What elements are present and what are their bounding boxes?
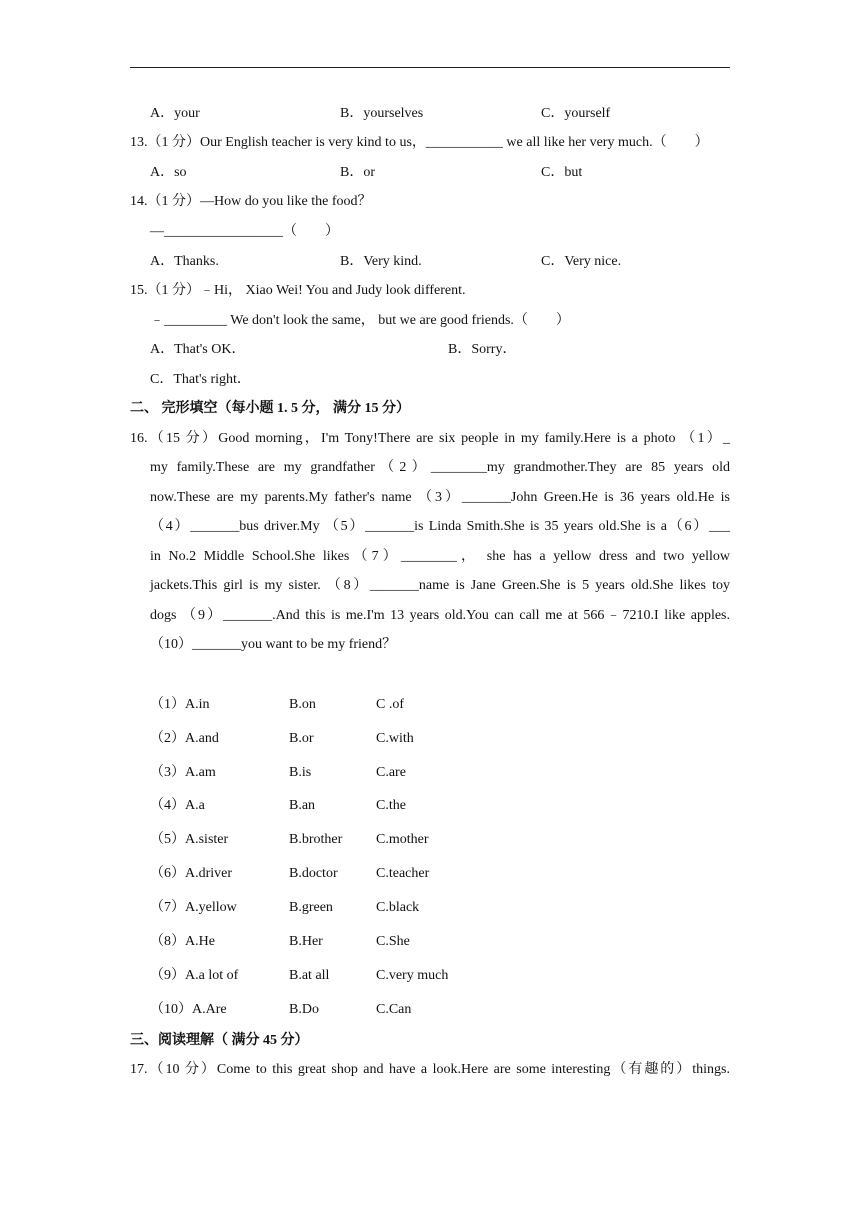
q16-line-5: in No.2 Middle School.She likes（7）________， she has a yellow dress and two yellow bbox=[150, 549, 730, 564]
q14-stem: 14.（1 分）—How do you like the food？ bbox=[130, 194, 372, 209]
q16-opt2-a: （2）A.and bbox=[150, 731, 219, 746]
q16-opt9-c: C.very much bbox=[376, 968, 449, 983]
q16-line-7: dogs （9）_______.And this is me.I'm 13 years old.You can call me at 566﹣7210.I like apples. bbox=[150, 608, 730, 623]
q16-opt6-a: （6）A.driver bbox=[150, 866, 233, 881]
q16-opt8-b: B.Her bbox=[289, 934, 323, 949]
q16-line-6: jackets.This girl is my sister. （8）_______name is Jane Green.She is 5 years old.She likes toy bbox=[150, 578, 730, 593]
q16-opt9-a: （9）A.a lot of bbox=[150, 968, 239, 983]
q12-option-c: C．yourself bbox=[541, 106, 611, 121]
q16-opt1-a: （1）A.in bbox=[150, 697, 210, 712]
q16-opt5-c: C.mother bbox=[376, 832, 429, 847]
q16-line-4: （4）_______bus driver.My （5）_______is Linda Smith.She is 35 years old.She is a（6）___ bbox=[150, 519, 730, 534]
q16-opt10-c: C.Can bbox=[376, 1002, 412, 1017]
q16-opt7-a: （7）A.yellow bbox=[150, 900, 237, 915]
q16-opt9-b: B.at all bbox=[289, 968, 330, 983]
q13-option-a: A．so bbox=[150, 165, 187, 180]
q16-opt5-a: （5）A.sister bbox=[150, 832, 229, 847]
q16-opt4-a: （4）A.a bbox=[150, 798, 205, 813]
q16-opt5-b: B.brother bbox=[289, 832, 343, 847]
q14-answer-line: —_________________（ ） bbox=[150, 224, 339, 239]
q16-opt4-c: C.the bbox=[376, 798, 406, 813]
q14-option-b: B．Very kind. bbox=[340, 254, 422, 269]
q16-opt10-b: B.Do bbox=[289, 1002, 319, 1017]
q13-stem: 13.（1 分）Our English teacher is very kind to us，___________ we all like her very much.（ ） bbox=[130, 135, 709, 150]
q16-line-3: now.These are my parents.My father's name （3）_______John Green.He is 36 years old.He is bbox=[150, 490, 730, 505]
q16-opt1-b: B.on bbox=[289, 697, 316, 712]
q16-opt6-b: B.doctor bbox=[289, 866, 338, 881]
q16-line-8: （10）_______you want to be my friend？ bbox=[150, 637, 397, 652]
q16-opt8-c: C.She bbox=[376, 934, 410, 949]
q16-line-2: my family.These are my grandfather（2）________my grandmother.They are 85 years old bbox=[150, 460, 730, 475]
q13-option-c: C．but bbox=[541, 165, 583, 180]
q16-opt7-c: C.black bbox=[376, 900, 420, 915]
q16-opt2-b: B.or bbox=[289, 731, 314, 746]
q17-stem: 17.（10 分）Come to this great shop and have a look.Here are some interesting（有趣的）things. bbox=[130, 1062, 730, 1077]
q16-opt3-c: C.are bbox=[376, 765, 406, 780]
q12-option-a: A．your bbox=[150, 106, 200, 121]
section-2-title: 二、 完形填空（每小题 1. 5 分， 满分 15 分） bbox=[130, 401, 410, 416]
q15-stem: 15.（1 分）﹣Hi， Xiao Wei! You and Judy look different. bbox=[130, 283, 466, 298]
header-rule bbox=[130, 67, 730, 68]
q16-opt10-a: （10）A.Are bbox=[150, 1002, 227, 1017]
q15-option-b: B．Sorry． bbox=[448, 342, 517, 357]
q16-opt1-c: C .of bbox=[376, 697, 404, 712]
q16-opt3-a: （3）A.am bbox=[150, 765, 216, 780]
section-3-title: 三、阅读理解（ 满分 45 分） bbox=[130, 1033, 309, 1048]
q14-option-a: A．Thanks. bbox=[150, 254, 219, 269]
q16-opt4-b: B.an bbox=[289, 798, 316, 813]
q15-answer-line: ﹣_________ We don't look the same， but we are good friends.（ ） bbox=[150, 313, 570, 328]
q16-opt8-a: （8）A.He bbox=[150, 934, 215, 949]
q16-line-1: 16.（15 分）Good morning，I'm Tony!There are six people in my family.Here is a photo （1）_ bbox=[130, 431, 730, 446]
q16-opt6-c: C.teacher bbox=[376, 866, 430, 881]
q12-option-b: B．yourselves bbox=[340, 106, 424, 121]
q16-opt7-b: B.green bbox=[289, 900, 333, 915]
q15-option-a: A．That's OK． bbox=[150, 342, 246, 357]
q16-opt3-b: B.is bbox=[289, 765, 312, 780]
q16-opt2-c: C.with bbox=[376, 731, 414, 746]
q15-option-c: C．That's right． bbox=[150, 372, 251, 387]
q14-option-c: C．Very nice. bbox=[541, 254, 622, 269]
q13-option-b: B．or bbox=[340, 165, 375, 180]
